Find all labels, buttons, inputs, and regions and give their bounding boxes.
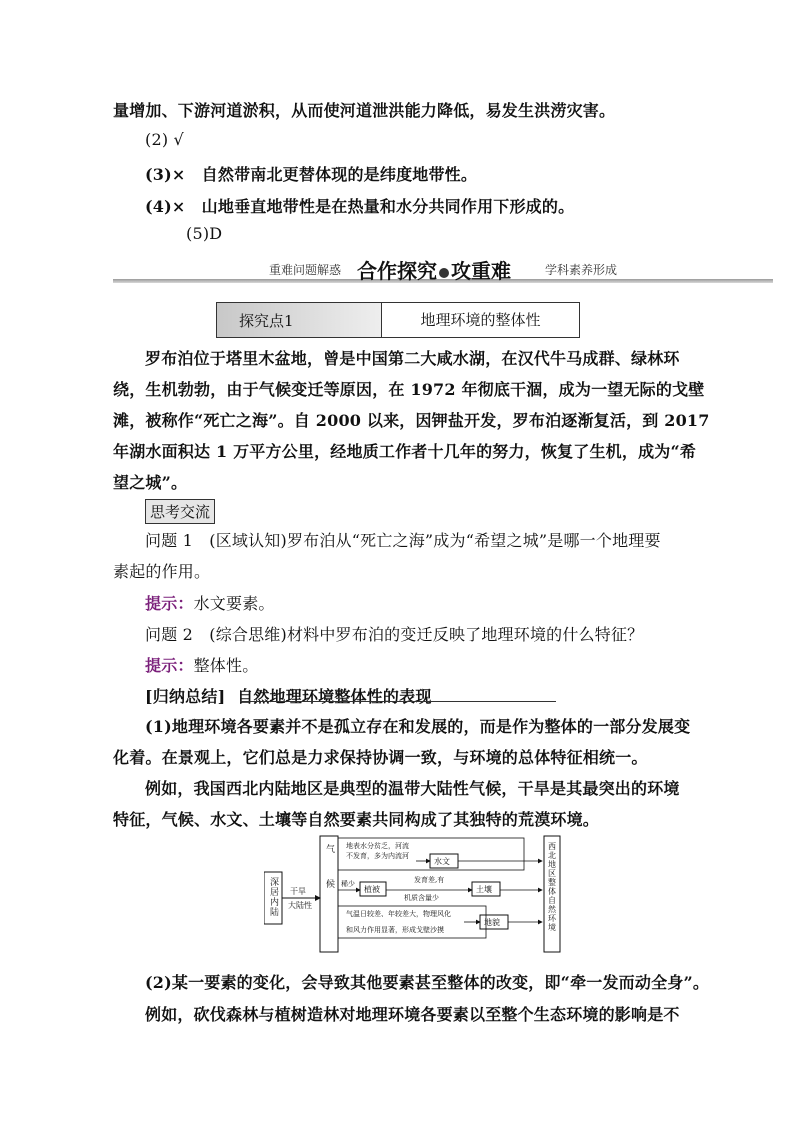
soil-box: 土壤	[476, 885, 492, 894]
topic-title: 地理环境的整体性	[420, 311, 541, 329]
answer-1	[145, 591, 275, 614]
para-line: 绕，生机勃勃，由于气候变迁等原因，在 1972 年彻底干涸，成为一望无际的戈壁	[113, 380, 705, 399]
example-1-cont: 特征，气候、水文、土壤等自然要素共同构成了其独特的荒漠环境。	[113, 810, 600, 829]
answer-2-text: 整体性。	[193, 656, 259, 675]
water-note-2: 不发育，多为内流河	[346, 852, 409, 860]
vegetation-box: 植被	[364, 885, 380, 894]
topic-tag-area	[217, 303, 382, 337]
section-title-a: 合作探究	[357, 259, 437, 283]
section-title-b: 攻重难	[451, 259, 511, 283]
question-1-cont: 素起的作用。	[113, 562, 211, 581]
wind-note: 和风力作用显著，形成戈壁沙摸	[346, 926, 444, 934]
para-line: 罗布泊位于塔里木盆地，曾是中国第二大咸水湖，在汉代牛马成群、绿林环	[145, 349, 680, 368]
para-line: 滩，被称作“死亡之海”。自 2000 以来，因钾盐开发，罗布泊逐渐复活，到 2017	[113, 411, 710, 430]
summary-underline	[240, 701, 556, 702]
example-2: 例如，砍伐森林与植树造林对地理环境各要素以至整个生态环境的影响是不	[145, 1005, 680, 1024]
topic-tag: 探究点1	[239, 312, 294, 330]
summary-tag: [归纳总结]	[145, 687, 226, 706]
answer-2-hint	[145, 653, 258, 676]
think-tag: 思考交流	[145, 499, 215, 524]
bullet-icon	[439, 268, 449, 278]
temp-note: 气温日较差、年较差大，物理风化	[346, 910, 451, 918]
topic-box	[216, 302, 580, 338]
hint-label: 提示：	[145, 656, 194, 675]
point-1: (1)地理环境各要素并不是孤立存在和发展的，而是作为整体的一部分发展变	[145, 717, 691, 736]
section-header	[113, 257, 773, 283]
climate-label: 气候	[324, 844, 334, 914]
point-2: (2)某一要素的变化，会导致其他要素甚至整体的改变，即“牵一发而动全身”。	[145, 973, 710, 992]
summary-heading	[145, 684, 432, 707]
arrow-label-top: 干旱	[290, 887, 306, 896]
water-note-1: 地表水分贫乏，河流	[346, 842, 409, 850]
result-label: 西北地区整体自然环境	[547, 842, 557, 932]
answer-3: (3)× 自然带南北更替体现的是纬度地带性。	[145, 165, 478, 184]
answer-2: (2) √	[145, 130, 184, 149]
para-line: 年湖水面积达 1 万平方公里，经地质工作者十几年的努力，恢复了生机，成为“希	[113, 442, 697, 461]
para-line: 望之城”。	[113, 473, 188, 492]
water-box: 水文	[434, 857, 450, 866]
text-line: 量增加、下游河道淤积，从而使河道泄洪能力降低，易发生洪涝灾害。	[113, 101, 616, 120]
question-1: 问题 1 (区域认知)罗布泊从“死亡之海”成为“希望之城”是哪一个地理要	[145, 531, 661, 550]
example-1: 例如，我国西北内陆地区是典型的温带大陆性气候，干旱是其最突出的环境	[145, 779, 680, 798]
deep-inland-label: 深居内陆	[268, 877, 278, 917]
section-left-label: 重难问题解惑	[269, 263, 342, 277]
question-2: 问题 2 (综合思维)材料中罗布泊的变迁反映了地理环境的什么特征？	[145, 625, 644, 644]
answer-4: (4)× 山地垂直地带性是在热量和水分共同作用下形成的。	[145, 197, 575, 216]
point-1-cont: 化着。在景观上，它们总是力求保持协调一致，与环境的总体特征相统一。	[113, 748, 648, 767]
section-right-label: 学科素养形成	[545, 263, 618, 277]
sparse-label: 稀少	[341, 880, 355, 888]
soil-note-1: 发育差,有	[414, 876, 445, 884]
hint-label: 提示：	[145, 594, 194, 613]
environment-diagram	[264, 832, 564, 954]
arrow-label-bottom: 大陆性	[288, 901, 312, 910]
landform-box: 地貌	[484, 918, 500, 927]
summary-title: 自然地理环境整体性的表现	[237, 687, 432, 706]
section-title	[357, 255, 511, 284]
answer-1-text: 水文要素。	[193, 594, 275, 613]
soil-note-2: 机质含量少	[404, 894, 439, 902]
answer-5: (5)D	[186, 224, 223, 243]
